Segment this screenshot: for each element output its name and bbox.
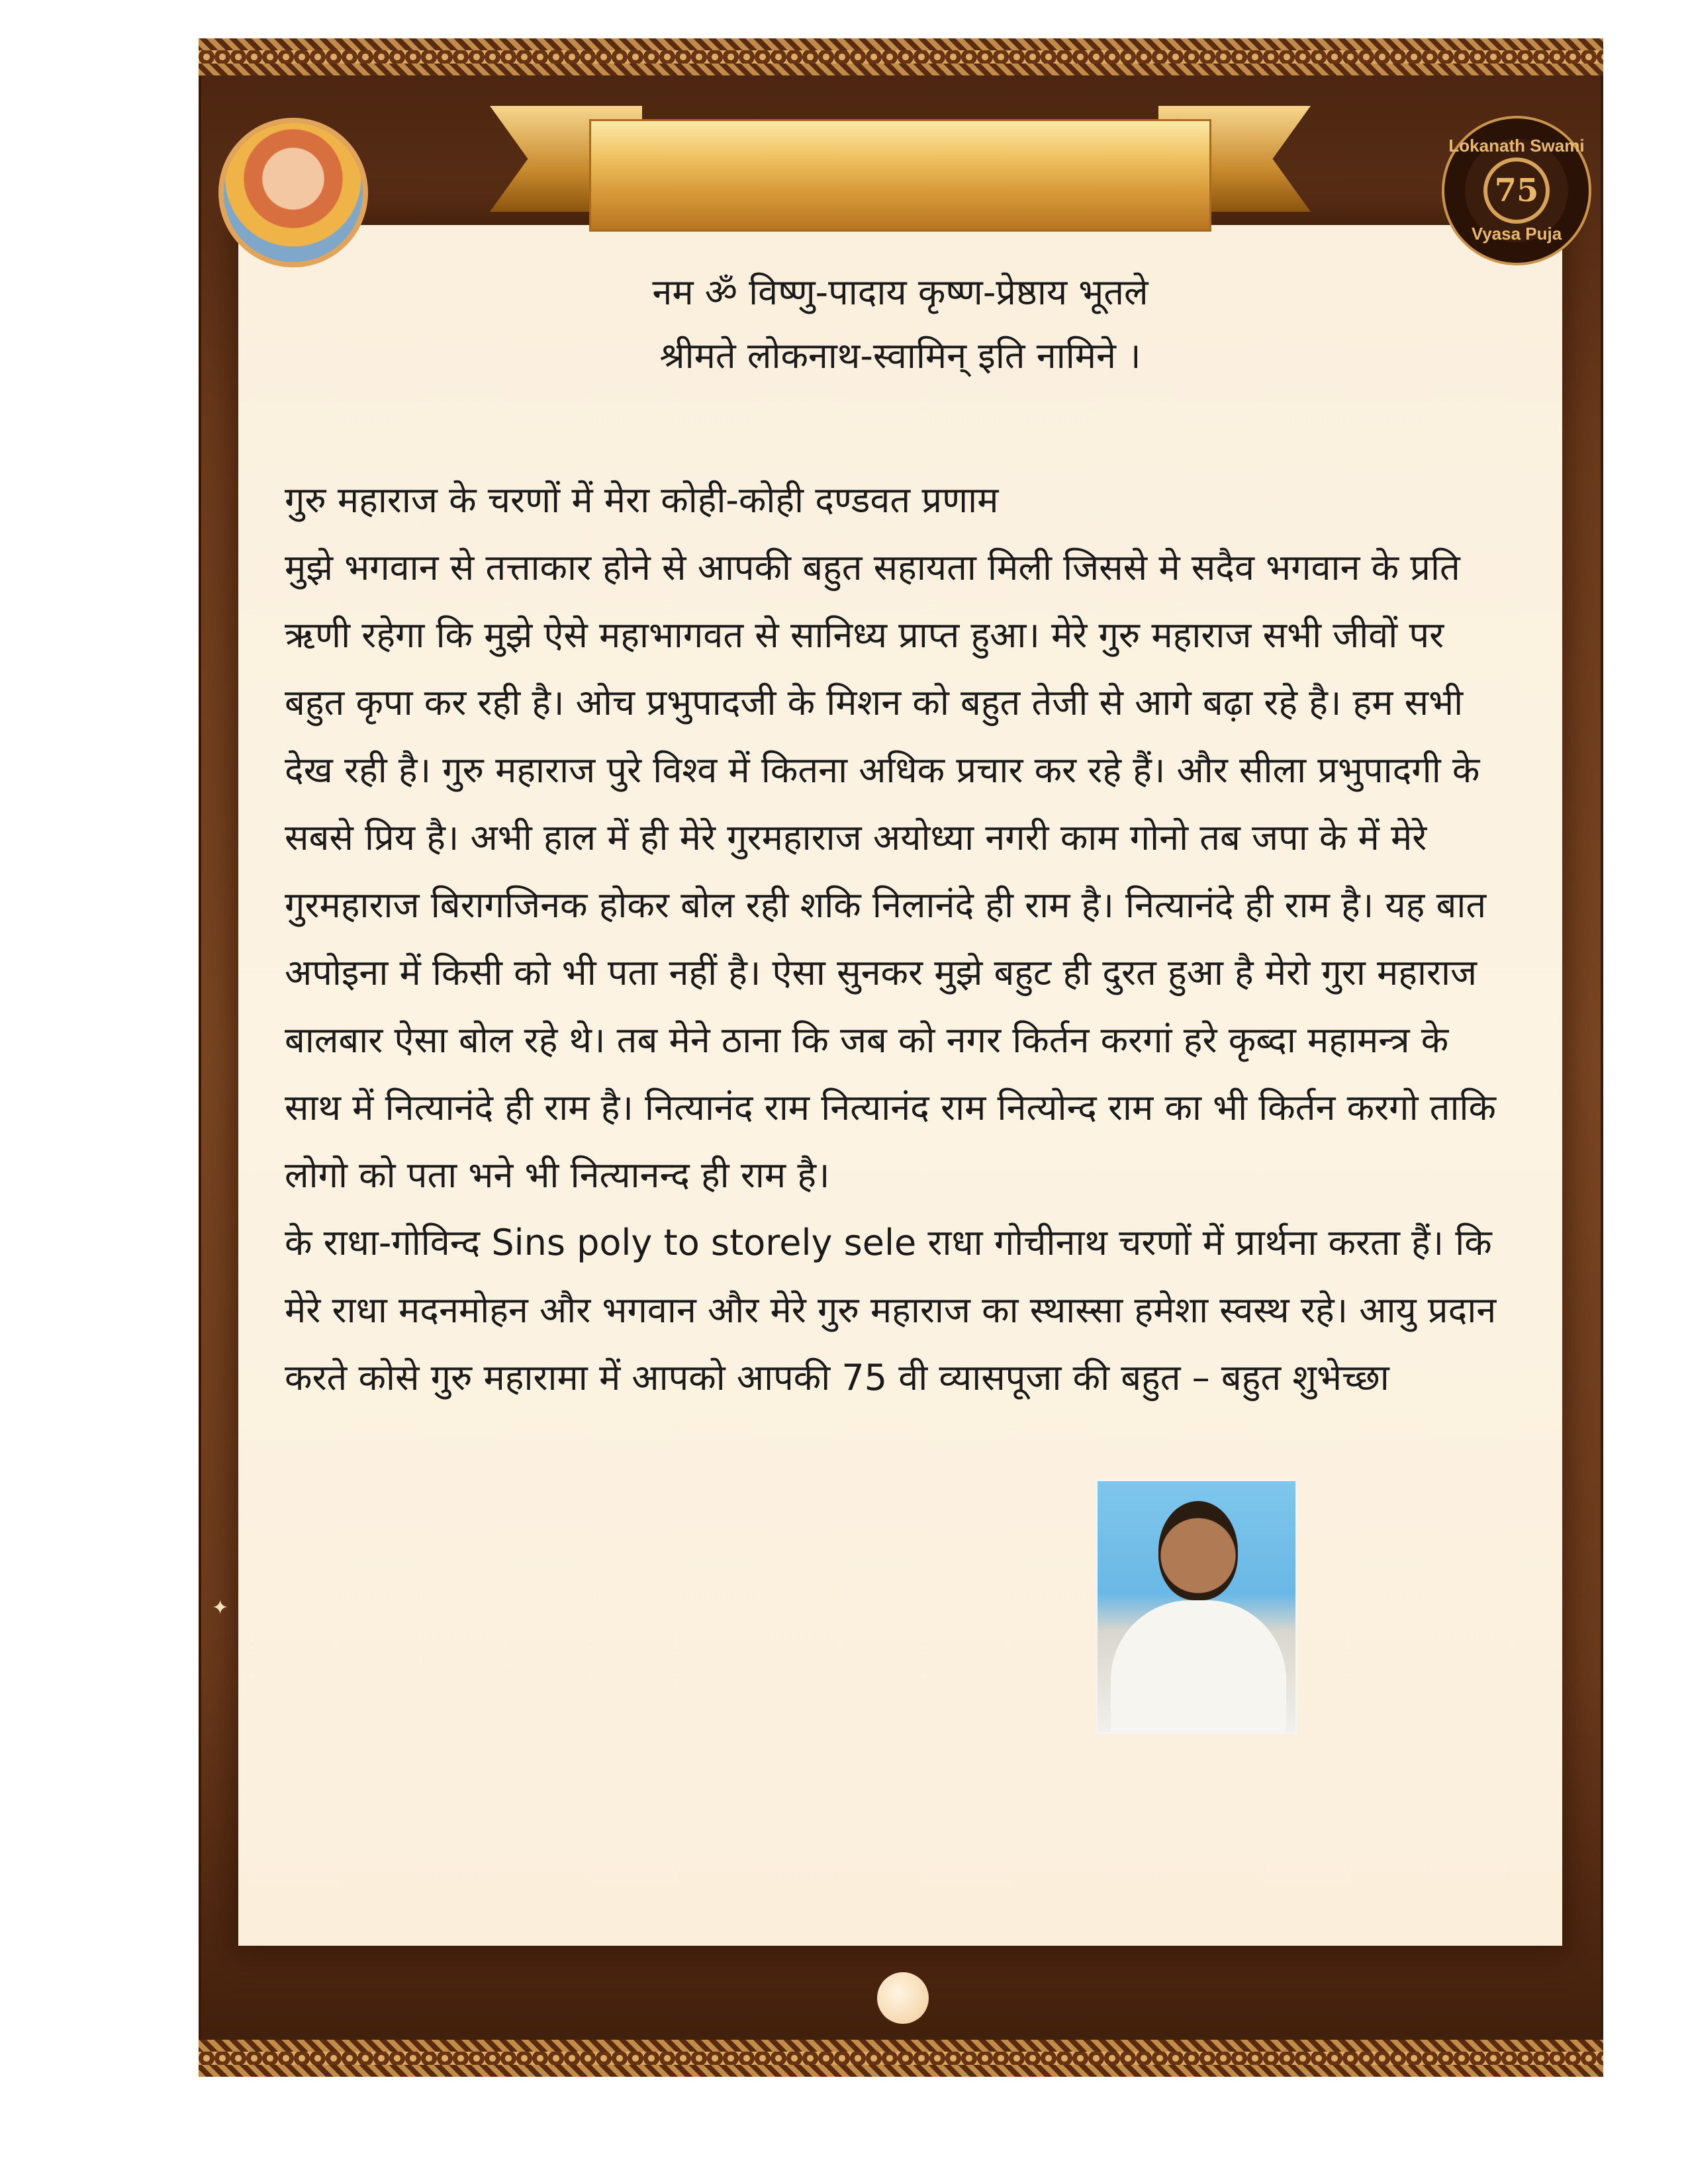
disciple-photo: [1096, 1479, 1297, 1734]
pranam-mantra-line-2: श्रीमते लोकनाथ-स्वामिन् इति नामिने ।: [659, 335, 1141, 377]
ribbon-body: [589, 119, 1211, 232]
badge-top-text: Lokanath Swami: [1448, 136, 1585, 156]
sparkle-icon: ✦: [212, 1596, 229, 1619]
badge-number: 75: [1483, 158, 1550, 224]
badge-bottom-text: Vyasa Puja: [1471, 224, 1562, 244]
scroll-knob-ornament: [877, 1972, 929, 2024]
gold-ribbon-banner: [490, 93, 1311, 245]
guru-portrait: [218, 118, 368, 267]
frame-border-top: [199, 38, 1603, 75]
letter-salutation: गुरु महाराज के चरणों में मेरा कोही-कोही दण्डवत प्रणाम: [285, 479, 999, 521]
vyasa-puja-75-badge: [1442, 116, 1591, 265]
letter-body: मुझे भगवान से तत्ताकार होने से आपकी बहुत सहायता मिली जिससे मे सदैव भगवान के प्रति ऋणी रहेगा कि मुझे ऐसे महाभागवत से सानिध्य प्राप्त हुआ। मेरे गुरु महाराज सभी जीवों पर बहुत कृपा कर रही है। ओच प्रभुपादजी के मिशन को बहुत तेजी से आगे बढ़ा रहे है। हम सभी देख रही है। गुरु महाराज पुरे विश्व में कितना अधिक प्रचार कर रहे हैं। और सीला प्रभुपादगी के सबसे प्रिय है। अभी हाल में ही मेरे गुरमहाराज अयोध्या नगरी काम गोनो तब जपा के में मेरे गुरमहाराज बिरागजिनक होकर बोल रही शकि निलानंदे ही राम है। नित्यानंदे ही राम है। यह बात अपोइना में किसी को भी पता नहीं है। ऐसा सुनकर मुझे बहुट ही दुरत हुआ है मेरो गुरा महाराज बालबार ऐसा बोल रहे थे। तब मेने ठाना कि जब को नगर किर्तन करगां हरे कृब्दा महामन्त्र के साथ में नित्यानंदे ही राम है। नित्यानंद राम नित्यानंद राम नित्योन्द राम का भी किर्तन करगो ताकि लोगो को पता भने भी नित्यानन्द ही राम है।: [285, 547, 1496, 1196]
offering-letter: [285, 467, 1503, 1412]
letter-prayer-closing: के राधा-गोविन्द Sins poly to storely sele राधा गोचीनाथ चरणों में प्रार्थना करता हैं। कि मेरे राधा मदनमोहन और भगवान और मेरे गुरु महाराज का स्थास्सा हमेशा स्वस्थ रहे। आयु प्रदान करते कोसे गुरु महारामा में आपको आपकी 75 वी व्यासपूजा की बहुत – बहुत शुभेच्छा: [285, 1222, 1497, 1398]
pranam-mantra-line-1: नम ॐ विष्णु-पादाय कृष्ण-प्रेष्ठाय भूतले: [652, 271, 1149, 313]
frame-border-bottom: [199, 2040, 1603, 2077]
